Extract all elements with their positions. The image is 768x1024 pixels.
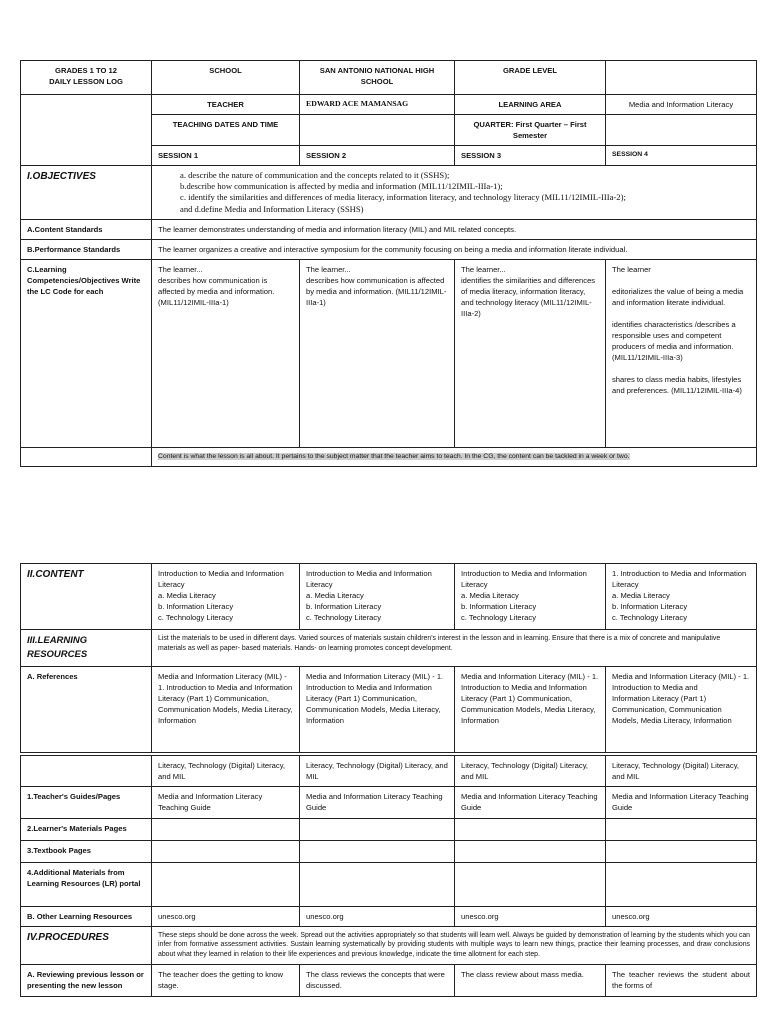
teachers-guides-s1: Media and Information Literacy Teaching Guide xyxy=(152,787,300,819)
textbook-pages-s4 xyxy=(606,841,757,863)
lesson-log-header-table xyxy=(20,60,757,467)
references-cont-blank xyxy=(21,756,152,787)
teachers-guides-s2: Media and Information Literacy Teaching Guide xyxy=(300,787,455,819)
other-resources-s4: unesco.org xyxy=(606,907,757,927)
performance-standards-text: The learner organizes a creative and interactive symposium for the community focusing on being a media and information literate individual. xyxy=(152,239,757,259)
quarter-value xyxy=(606,115,757,146)
content-note: Content is what the lesson is all about. It pertains to the subject matter that the teacher aims to teach. In the CG, the content can be tackled in a week or two. xyxy=(158,452,630,460)
performance-standards-label: B.Performance Standards xyxy=(21,239,152,259)
content-standards-label: A.Content Standards xyxy=(21,219,152,239)
textbook-pages-s1 xyxy=(152,841,300,863)
session-1-header: SESSION 1 xyxy=(152,146,300,166)
additional-materials-label: 4.Additional Materials from Learning Resources (LR) portal xyxy=(21,863,152,907)
teachers-guides-s3: Media and Information Literacy Teaching Guide xyxy=(455,787,606,819)
session-4-header: SESSION 4 xyxy=(606,146,757,166)
learning-area-label: LEARNING AREA xyxy=(455,95,606,115)
grade-level-label: GRADE LEVEL xyxy=(455,61,606,95)
reviewing-s4: The teacher reviews the student about the forms of xyxy=(606,965,757,997)
teacher-label: TEACHER xyxy=(152,95,300,115)
learners-materials-label: 2.Learner's Materials Pages xyxy=(21,819,152,841)
objectives-label: I.OBJECTIVES xyxy=(21,166,152,220)
other-resources-s2: unesco.org xyxy=(300,907,455,927)
references-s4: Media and Information Literacy (MIL) - 1. Introduction to Media and Information Literacy (Part 1) Communication, Communication Models, Media Literacy, Information xyxy=(606,666,757,752)
references-s3: Media and Information Literacy (MIL) - 1. Introduction to Media and Information Literacy (Part 1) Communication, Communication Models, Media Literacy, Information xyxy=(455,666,606,752)
other-resources-label: B. Other Learning Resources xyxy=(21,907,152,927)
learning-resources-label: III.LEARNING RESOURCES xyxy=(21,630,152,667)
content-s4: 1. Introduction to Media and Information Literacy a. Media Literacy b. Information Literacy c. Technology Literacy xyxy=(606,564,757,630)
textbook-pages-s3 xyxy=(455,841,606,863)
competencies-s1: The learner... describes how communication is affected by media and information. (MIL11/12IMIL-IIIa-1) xyxy=(152,259,300,447)
content-s2: Introduction to Media and Information Literacy a. Media Literacy b. Information Literacy c. Technology Literacy xyxy=(300,564,455,630)
grade-level-value xyxy=(606,61,757,95)
references-cont-s3: Literacy, Technology (Digital) Literacy, and MIL xyxy=(455,756,606,787)
school-label: SCHOOL xyxy=(152,61,300,95)
content-standards-text: The learner demonstrates understanding of media and information literacy (MIL) and MIL related concepts. xyxy=(152,219,757,239)
procedures-text: These steps should be done across the week. Spread out the activities appropriately so that students will learn well. Always be guided by demonstration of learning by the students which you can infer from formative assessment activities. Sustain learning systematically by providing students with multiple ways to learn new things, practice their learning processes, and draw conclusions about what they learned in relation to their life experiences and previous knowledge, indicate the time allotment for each step. xyxy=(152,927,757,965)
competencies-s3: The learner... identifies the similarities and differences of media literacy, information literacy, and technology literacy (MIL11/12IMIL-IIIa-2) xyxy=(455,259,606,447)
competencies-label: C.Learning Competencies/Objectives Write the LC Code for each xyxy=(21,259,152,447)
references-cont-s2: Literacy, Technology (Digital) Literacy, and MIL xyxy=(300,756,455,787)
teachers-guides-s4: Media and Information Literacy Teaching Guide xyxy=(606,787,757,819)
log-title: GRADES 1 TO 12 DAILY LESSON LOG xyxy=(21,61,152,95)
references-s2: Media and Information Literacy (MIL) - 1. Introduction to Media and Information Literacy (Part 1) Communication, Communication Models, Media Literacy, Information xyxy=(300,666,455,752)
reviewing-label: A. Reviewing previous lesson or presenting the new lesson xyxy=(21,965,152,997)
content-s1: Introduction to Media and Information Literacy a. Media Literacy b. Information Literacy c. Technology Literacy xyxy=(152,564,300,630)
learners-materials-s1 xyxy=(152,819,300,841)
competencies-s2: The learner... describes how communication is affected by media and information. (MIL11/12IMIL-IIIa-1) xyxy=(300,259,455,447)
school-value: SAN ANTONIO NATIONAL HIGH SCHOOL xyxy=(300,61,455,95)
additional-materials-s2 xyxy=(300,863,455,907)
content-s3: Introduction to Media and Information Literacy a. Media Literacy b. Information Literacy c. Technology Literacy xyxy=(455,564,606,630)
learners-materials-s3 xyxy=(455,819,606,841)
additional-materials-s4 xyxy=(606,863,757,907)
references-label: A. References xyxy=(21,666,152,752)
references-cont-s1: Literacy, Technology (Digital) Literacy, and MIL xyxy=(152,756,300,787)
procedures-label: IV.PROCEDURES xyxy=(21,927,152,965)
procedures-table xyxy=(20,755,757,997)
header-blank xyxy=(21,95,152,166)
reviewing-s2: The class reviews the concepts that were discussed. xyxy=(300,965,455,997)
learners-materials-s2 xyxy=(300,819,455,841)
reviewing-s1: The teacher does the getting to know stage. xyxy=(152,965,300,997)
session-3-header: SESSION 3 xyxy=(455,146,606,166)
references-cont-s4: Literacy, Technology (Digital) Literacy, and MIL xyxy=(606,756,757,787)
quarter-label: QUARTER: First Quarter – First Semester xyxy=(455,115,606,146)
dates-label: TEACHING DATES AND TIME xyxy=(152,115,300,146)
competencies-s4: The learner editorializes the value of being a media and information literate individual. identifies characteristics /describes a responsible uses and competent producers of media and information. (MIL11/12IMIL-IIIa-3) shares to class media habits, lifestyles and preferences. (MIL11/12IMIL-IIIa-4) xyxy=(606,259,757,447)
objectives-text: a. describe the nature of communication and the concepts related to it (SSHS); b.describe how communication is affected by media and information (MIL11/12IMIL-IIIa-1); c. identify the similarities and differences of media literacy, information literacy, and technology literacy (MIL11/12IMIL-IIIa-2); and d.define Media and Information Literacy (SSHS) xyxy=(152,166,757,220)
other-resources-s1: unesco.org xyxy=(152,907,300,927)
learners-materials-s4 xyxy=(606,819,757,841)
session-2-header: SESSION 2 xyxy=(300,146,455,166)
textbook-pages-label: 3.Textbook Pages xyxy=(21,841,152,863)
teacher-value: EDWARD ACE MAMANSAG xyxy=(300,95,455,115)
content-note-blank xyxy=(21,447,152,466)
content-label: II.CONTENT xyxy=(21,564,152,630)
learning-resources-text: List the materials to be used in different days. Varied sources of materials sustain children's interest in the lesson and in learning. Ensure that there is a mix of concrete and manipulative materials as well as paper- based materials. Hands- on learning promotes concept development. xyxy=(152,630,757,667)
additional-materials-s1 xyxy=(152,863,300,907)
dates-value xyxy=(300,115,455,146)
reviewing-s3: The class review about mass media. xyxy=(455,965,606,997)
textbook-pages-s2 xyxy=(300,841,455,863)
teachers-guides-label: 1.Teacher's Guides/Pages xyxy=(21,787,152,819)
references-s1: Media and Information Literacy (MIL) - 1. Introduction to Media and Information Literacy (Part 1) Communication, Communication Models, Media Literacy, Information xyxy=(152,666,300,752)
other-resources-s3: unesco.org xyxy=(455,907,606,927)
content-resources-table xyxy=(20,563,757,753)
learning-area-value: Media and Information Literacy xyxy=(606,95,757,115)
additional-materials-s3 xyxy=(455,863,606,907)
